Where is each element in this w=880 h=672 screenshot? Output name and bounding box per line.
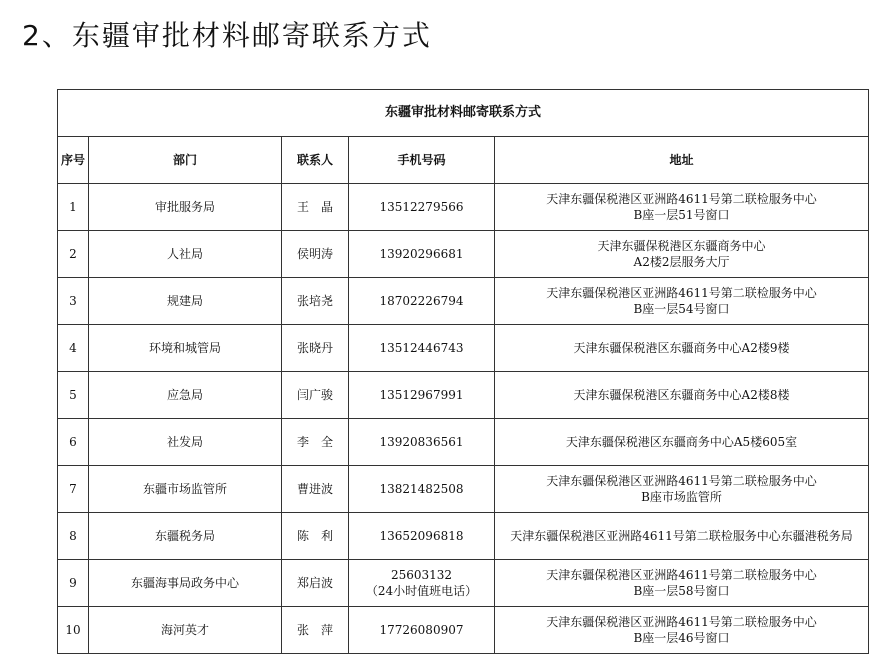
- table-row: [58, 560, 869, 607]
- phone-line: （24小时值班电话）: [365, 584, 478, 598]
- row-number: 1: [58, 184, 89, 231]
- address-line: A2楼2层服务大厅: [633, 255, 730, 269]
- address-line: 天津东疆保税港区东疆商务中心A5楼605室: [565, 435, 798, 449]
- row-contact: 李 全: [282, 419, 349, 466]
- row-contact: 陈 利: [282, 513, 349, 560]
- row-phone: [349, 184, 495, 231]
- address-line: 天津东疆保税港区东疆商务中心A2楼8楼: [573, 388, 790, 402]
- row-phone: [349, 372, 495, 419]
- table-row: [58, 278, 869, 325]
- address-line: 天津东疆保税港区亚洲路4611号第二联检服务中心: [546, 568, 817, 582]
- row-contact: 侯明涛: [282, 231, 349, 278]
- row-contact: 张培尧: [282, 278, 349, 325]
- phone-line: 18702226794: [379, 294, 464, 308]
- table-row: [58, 325, 869, 372]
- table-row: [58, 419, 869, 466]
- row-address: [495, 231, 869, 278]
- row-contact: 曹进波: [282, 466, 349, 513]
- table-row: [58, 372, 869, 419]
- address-line: B座一层51号窗口: [633, 208, 730, 222]
- row-department: 东疆市场监管所: [89, 466, 282, 513]
- row-address: [495, 466, 869, 513]
- address-line: 天津东疆保税港区亚洲路4611号第二联检服务中心: [546, 192, 817, 206]
- header-contact: 联系人: [282, 137, 349, 184]
- row-phone: [349, 231, 495, 278]
- row-phone: [349, 419, 495, 466]
- table-row: [58, 466, 869, 513]
- row-address: [495, 419, 869, 466]
- row-number: 8: [58, 513, 89, 560]
- row-address: [495, 513, 869, 560]
- contact-table: [57, 89, 869, 654]
- row-department: 社发局: [89, 419, 282, 466]
- row-address: [495, 278, 869, 325]
- address-line: 天津东疆保税港区东疆商务中心A2楼9楼: [573, 341, 790, 355]
- row-phone: [349, 607, 495, 654]
- row-address: [495, 372, 869, 419]
- row-contact: 王 晶: [282, 184, 349, 231]
- phone-line: 13920296681: [379, 247, 464, 261]
- row-contact: 张 萍: [282, 607, 349, 654]
- header-no: 序号: [58, 137, 89, 184]
- phone-line: 13512446743: [379, 341, 464, 355]
- phone-line: 17726080907: [379, 623, 464, 637]
- row-address: [495, 560, 869, 607]
- page-heading: 2、东疆审批材料邮寄联系方式: [22, 19, 432, 52]
- row-phone: [349, 466, 495, 513]
- table-row: [58, 184, 869, 231]
- table-title: 东疆审批材料邮寄联系方式: [58, 90, 869, 137]
- row-department: 海河英才: [89, 607, 282, 654]
- row-address: [495, 325, 869, 372]
- row-number: 6: [58, 419, 89, 466]
- address-line: 天津东疆保税港区亚洲路4611号第二联检服务中心: [546, 615, 817, 629]
- address-line: B座一层58号窗口: [633, 584, 730, 598]
- row-number: 3: [58, 278, 89, 325]
- phone-line: 13512279566: [379, 200, 464, 214]
- row-number: 2: [58, 231, 89, 278]
- phone-line: 25603132: [390, 568, 453, 582]
- header-phone: 手机号码: [349, 137, 495, 184]
- row-department: 东疆海事局政务中心: [89, 560, 282, 607]
- row-department: 人社局: [89, 231, 282, 278]
- row-department: 审批服务局: [89, 184, 282, 231]
- phone-line: 13821482508: [379, 482, 464, 496]
- row-contact: 闫广骏: [282, 372, 349, 419]
- row-address: [495, 607, 869, 654]
- row-department: 东疆税务局: [89, 513, 282, 560]
- address-line: 天津东疆保税港区亚洲路4611号第二联检服务中心东疆港税务局: [510, 529, 853, 543]
- address-line: 天津东疆保税港区亚洲路4611号第二联检服务中心: [546, 286, 817, 300]
- row-phone: [349, 560, 495, 607]
- row-department: 规建局: [89, 278, 282, 325]
- row-contact: 张晓丹: [282, 325, 349, 372]
- row-department: 环境和城管局: [89, 325, 282, 372]
- phone-line: 13512967991: [379, 388, 464, 402]
- header-address: 地址: [495, 137, 869, 184]
- phone-line: 13920836561: [379, 435, 464, 449]
- row-number: 9: [58, 560, 89, 607]
- row-phone: [349, 278, 495, 325]
- row-number: 7: [58, 466, 89, 513]
- address-line: 天津东疆保税港区东疆商务中心: [597, 239, 766, 253]
- row-number: 4: [58, 325, 89, 372]
- table-row: [58, 513, 869, 560]
- table-row: [58, 607, 869, 654]
- table-row: [58, 231, 869, 278]
- address-line: B座一层46号窗口: [633, 631, 730, 645]
- row-department: 应急局: [89, 372, 282, 419]
- row-contact: 郑启波: [282, 560, 349, 607]
- row-phone: [349, 513, 495, 560]
- row-number: 5: [58, 372, 89, 419]
- row-address: [495, 184, 869, 231]
- address-line: B座市场监管所: [641, 490, 722, 504]
- row-phone: [349, 325, 495, 372]
- row-number: 10: [58, 607, 89, 654]
- address-line: 天津东疆保税港区亚洲路4611号第二联检服务中心: [546, 474, 817, 488]
- phone-line: 13652096818: [379, 529, 464, 543]
- address-line: B座一层54号窗口: [633, 302, 730, 316]
- header-dept: 部门: [89, 137, 282, 184]
